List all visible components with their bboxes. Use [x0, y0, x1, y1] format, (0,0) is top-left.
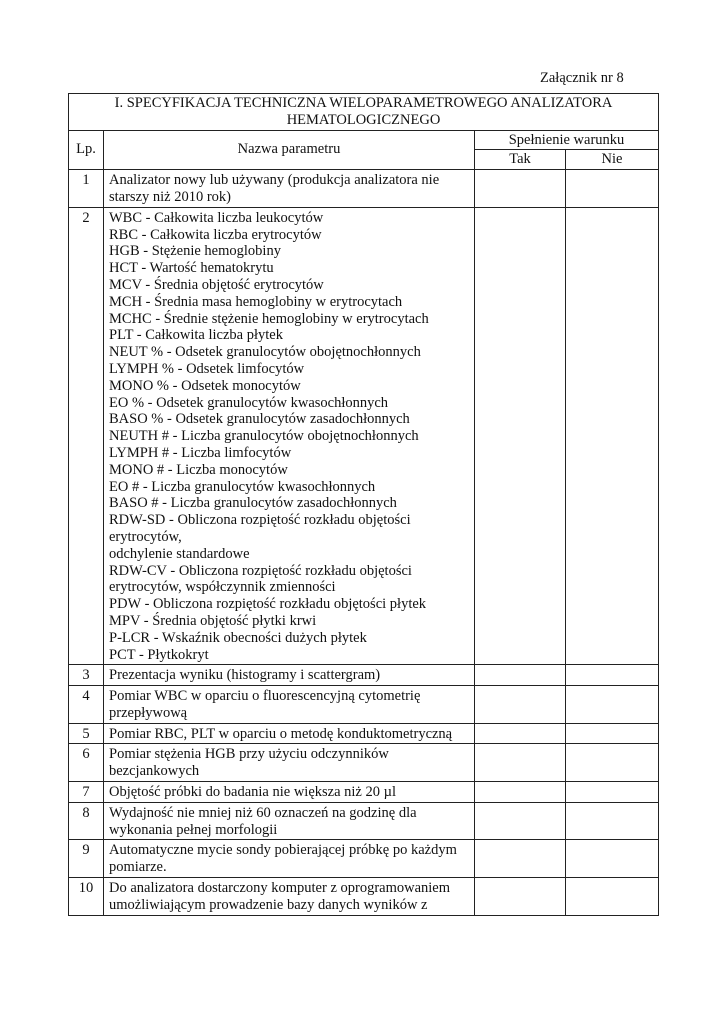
row-parameter-name: Pomiar stężenia HGB przy użyciu odczynników bezcjankowych: [104, 744, 475, 782]
row-parameter-name: Pomiar WBC w oparciu o fluorescencyjną cytometrię przepływową: [104, 686, 475, 724]
row-number: 10: [69, 878, 104, 916]
table-row: [69, 840, 659, 878]
header-parameter-name: Nazwa parametru: [104, 130, 475, 170]
row-parameter-name: Analizator nowy lub używany (produkcja analizatora nie starszy niż 2010 rok): [104, 170, 475, 208]
row-number: 4: [69, 686, 104, 724]
row-no-cell[interactable]: [566, 723, 659, 744]
header-yes: Tak: [475, 150, 566, 170]
row-yes-cell[interactable]: [475, 207, 566, 665]
row-parameter-name: Do analizatora dostarczony komputer z oprogramowaniem umożliwiającym prowadzenie bazy danych wyników z: [104, 878, 475, 916]
table-row: [69, 802, 659, 840]
table-row: [69, 782, 659, 803]
table-title-row: [69, 94, 659, 131]
header-no: Nie: [566, 150, 659, 170]
annex-label: Załącznik nr 8: [540, 70, 624, 86]
row-number: 9: [69, 840, 104, 878]
row-yes-cell[interactable]: [475, 840, 566, 878]
table-row: [69, 744, 659, 782]
row-yes-cell[interactable]: [475, 878, 566, 916]
table-row: [69, 665, 659, 686]
table-row: [69, 686, 659, 724]
header-row: [69, 130, 659, 150]
row-number: 1: [69, 170, 104, 208]
row-no-cell[interactable]: [566, 665, 659, 686]
row-yes-cell[interactable]: [475, 665, 566, 686]
row-parameter-name: Automatyczne mycie sondy pobierającej próbkę po każdym pomiarze.: [104, 840, 475, 878]
row-yes-cell[interactable]: [475, 744, 566, 782]
header-lp: Lp.: [69, 130, 104, 170]
row-yes-cell[interactable]: [475, 170, 566, 208]
row-number: 8: [69, 802, 104, 840]
row-no-cell[interactable]: [566, 840, 659, 878]
row-number: 2: [69, 207, 104, 665]
row-no-cell[interactable]: [566, 782, 659, 803]
row-yes-cell[interactable]: [475, 782, 566, 803]
row-yes-cell[interactable]: [475, 686, 566, 724]
row-parameter-name: Prezentacja wyniku (histogramy i scattergram): [104, 665, 475, 686]
row-parameter-name: Wydajność nie mniej niż 60 oznaczeń na godzinę dla wykonania pełnej morfologii: [104, 802, 475, 840]
table-row: [69, 723, 659, 744]
row-number: 6: [69, 744, 104, 782]
table-row: [69, 878, 659, 916]
row-parameter-name: Objętość próbki do badania nie większa niż 20 µl: [104, 782, 475, 803]
row-no-cell[interactable]: [566, 744, 659, 782]
row-no-cell[interactable]: [566, 802, 659, 840]
table-row: [69, 170, 659, 208]
specification-table: [68, 93, 659, 916]
table-row: [69, 207, 659, 665]
header-condition: Spełnienie warunku: [475, 130, 659, 150]
row-parameter-name: WBC - Całkowita liczba leukocytów RBC - Całkowita liczba erytrocytów HGB - Stężenie hemoglobiny HCT - Wartość hematokrytu MCV - Średnia objętość erytrocytów MCH - Średnia masa hemoglobiny w erytrocytach MCHC - Średnie stężenie hemoglobiny w erytrocytach PLT - Całkowita liczba płytek NEUT % - Odsetek granulocytów obojętnochłonnych LYMPH % - Odsetek limfocytów MONO % - Odsetek monocytów EO % - Odsetek granulocytów kwasochłonnych BASO % - Odsetek granulocytów zasadochłonnych NEUTH # - Liczba granulocytów obojętnochłonnych LYMPH # - Liczba limfocytów MONO # - Liczba monocytów EO # - Liczba granulocytów kwasochłonnych BASO # - Liczba granulocytów zasadochłonnych RDW-SD - Obliczona rozpiętość rozkładu objętości erytrocytów, odchylenie standardowe RDW-CV - Obliczona rozpiętość rozkładu objętości erytrocytów, współczynnik zmienności PDW - Obliczona rozpiętość rozkładu objętości płytek MPV - Średnia objętość płytki krwi P-LCR - Wskaźnik obecności dużych płytek PCT - Płytkokryt: [104, 207, 475, 665]
row-number: 7: [69, 782, 104, 803]
table-title: I. SPECYFIKACJA TECHNICZNA WIELOPARAMETROWEGO ANALIZATORA HEMATOLOGICZNEGO: [69, 94, 659, 131]
row-number: 5: [69, 723, 104, 744]
row-yes-cell[interactable]: [475, 723, 566, 744]
row-no-cell[interactable]: [566, 207, 659, 665]
row-no-cell[interactable]: [566, 686, 659, 724]
row-no-cell[interactable]: [566, 878, 659, 916]
row-yes-cell[interactable]: [475, 802, 566, 840]
row-parameter-name: Pomiar RBC, PLT w oparciu o metodę konduktometryczną: [104, 723, 475, 744]
row-no-cell[interactable]: [566, 170, 659, 208]
row-number: 3: [69, 665, 104, 686]
